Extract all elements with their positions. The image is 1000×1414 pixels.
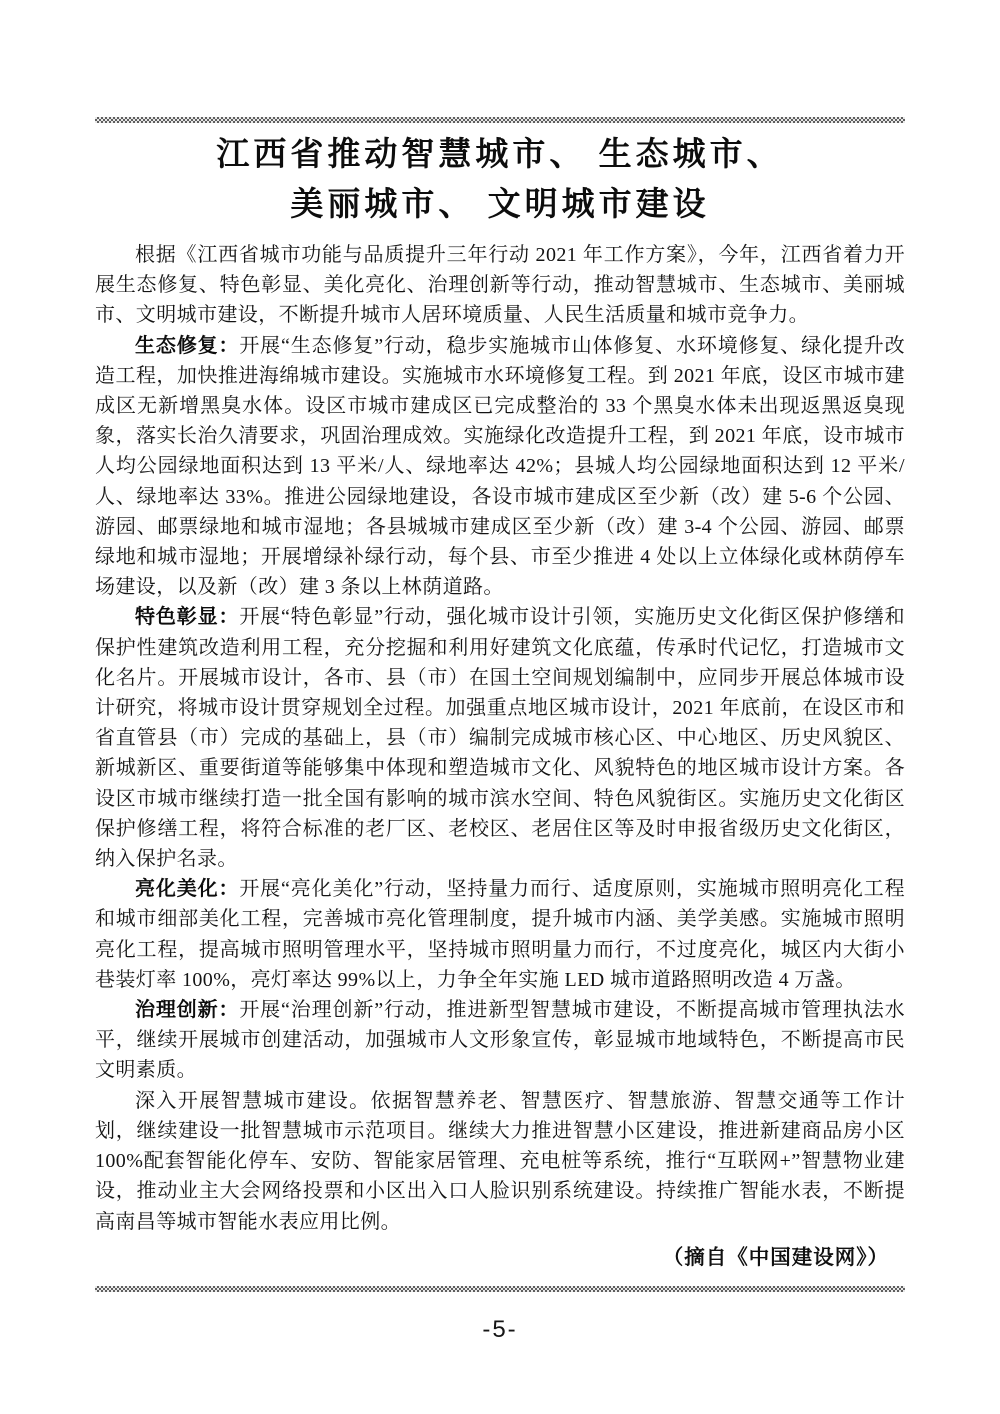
bottom-divider-rule: [95, 1286, 905, 1292]
paragraph: 治理创新：开展“治理创新”行动，推进新型智慧城市建设，不断提高城市管理执法水平，继续开展城市创建活动，加强城市人文形象宣传，彰显城市地域特色，不断提高市民文明素质。: [95, 999, 905, 1082]
title-line-2: 美丽城市、 文明城市建设: [290, 187, 710, 223]
document-title: [95, 130, 905, 230]
top-divider-rule: [95, 117, 905, 123]
paragraph: 根据《江西省城市功能与品质提升三年行动 2021 年工作方案》，今年，江西省着力开展生态修复、特色彰显、美化亮化、治理创新等行动，推动智慧城市、生态城市、美丽城市、文明城市建设，不断提升城市人居环境质量、人民生活质量和城市竞争力。: [95, 244, 905, 327]
paragraph: 深入开展智慧城市建设。依据智慧养老、智慧医疗、智慧旅游、智慧交通等工作计划，继续建设一批智慧城市示范项目。继续大力推进智慧小区建设，推进新建商品房小区 100%配套智能化停车、安防、智能家居管理、充电桩等系统，推行“互联网+”智慧物业建设，推动业主大会网络投票和小区出入口人脸识别系统建设。持续推广智能水表，不断提高南昌等城市智能水表应用比例。: [95, 1089, 905, 1233]
document-body: [95, 240, 905, 1237]
title-line-1: 江西省推动智慧城市、 生态城市、: [216, 137, 784, 173]
paragraph: 亮化美化：开展“亮化美化”行动，坚持量力而行、适度原则，实施城市照明亮化工程和城市细部美化工程，完善城市亮化管理制度，提升城市内涵、美学美感。实施城市照明亮化工程，提高城市照明管理水平，坚持城市照明量力而行，不过度亮化，城区内大街小巷装灯率 100%，亮灯率达 99%以上，力争全年实施 LED 城市道路照明改造 4 万盏。: [95, 878, 905, 991]
section-label: 特色彰显：: [135, 606, 240, 629]
paragraph: 特色彰显：开展“特色彰显”行动，强化城市设计引领，实施历史文化街区保护修缮和保护性建筑改造利用工程，充分挖掘和利用好建筑文化底蕴，传承时代记忆，打造城市文化名片。开展城市设计，各市、县（市）在国土空间规划编制中，应同步开展总体城市设计研究，将城市设计贯穿规划全过程。加强重点地区城市设计，2021 年底前，在设区市和省直管县（市）完成的基础上，县（市）编制完成城市核心区、中心地区、历史风貌区、新城新区、重要街道等能够集中体现和塑造城市文化、风貌特色的地区城市设计方案。各设区市城市继续打造一批全国有影响的城市滨水空间、特色风貌街区。实施历史文化街区保护修缮工程，将符合标准的老厂区、老校区、老居住区等及时申报省级历史文化街区，纳入保护名录。: [95, 606, 905, 871]
document-content: [95, 126, 905, 1274]
page-number: -5-: [482, 1316, 518, 1343]
paragraph: 生态修复：开展“生态修复”行动，稳步实施城市山体修复、水环境修复、绿化提升改造工程，加快推进海绵城市建设。实施城市水环境修复工程。到 2021 年底，设区市城市建成区无新增黑臭水体。设区市城市建成区已完成整治的 33 个黑臭水体未出现返黑返臭现象，落实长治久清要求，巩固治理成效。实施绿化改造提升工程，到 2021 年底，设市城市人均公园绿地面积达到 13 平米/人、绿地率达 42%；县城人均公园绿地面积达到 12 平米/人、绿地率达 33%。推进公园绿地建设，各设市城市建成区至少新（改）建 5-6 个公园、游园、邮票绿地和城市湿地；各县城城市建成区至少新（改）建 3-4 个公园、游园、邮票绿地和城市湿地；开展增绿补绿行动，每个县、市至少推进 4 处以上立体绿化或林荫停车场建设，以及新（改）建 3 条以上林荫道路。: [95, 334, 905, 599]
section-label: 治理创新：: [135, 999, 240, 1022]
section-label: 亮化美化：: [135, 878, 240, 901]
section-label: 生态修复：: [135, 334, 240, 357]
source-attribution: （摘自《中国建设网》）: [662, 1246, 889, 1269]
